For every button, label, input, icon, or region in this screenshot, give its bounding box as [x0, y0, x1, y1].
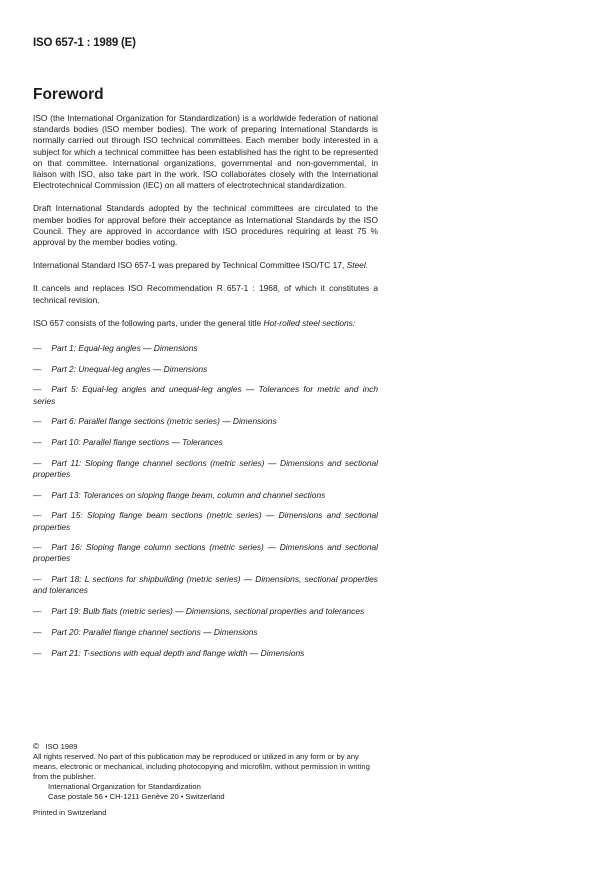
paragraph-cancels: It cancels and replaces ISO Recommendation R 657-1 : 1968, of which it constitutes a technical revision.: [33, 283, 378, 305]
bullet-separator: •: [180, 794, 184, 801]
list-item: [33, 542, 378, 564]
list-item: [33, 574, 378, 596]
part-title: Part 20: Parallel flange channel sections — Dimensions: [51, 626, 258, 637]
bullet-separator: •: [105, 794, 108, 801]
part-title: Part 6: Parallel flange sections (metric series) — Dimensions: [51, 416, 277, 427]
address-line-3: Switzerland: [185, 792, 225, 801]
part-title: Part 1: Equal-leg angles — Dimensions: [51, 343, 198, 354]
dash: —: [33, 574, 42, 585]
dash: —: [33, 606, 42, 617]
part-title: Part 19: Bulb flats (metric series) — Dimensions, sectional properties and tolerances: [51, 606, 365, 617]
list-item: [33, 648, 378, 659]
copyright-owner-year: ISO 1989: [45, 742, 78, 751]
dash: —: [33, 343, 42, 354]
publisher-address: [33, 792, 383, 803]
list-item: [33, 606, 378, 617]
committee-name: Steel.: [346, 260, 369, 271]
dash: —: [33, 647, 42, 658]
printed-in: Printed in Switzerland: [33, 808, 107, 817]
list-item: [33, 458, 378, 480]
list-item: [33, 490, 378, 501]
part-title: Part 13: Tolerances on sloping flange beam, column and channel sections: [51, 489, 326, 500]
part-title: Part 21: T-sections with equal depth and flange width — Dimensions: [51, 647, 305, 658]
part-title: Part 11: Sloping flange channel sections (metric series) — Dimensions and sectional properties: [33, 457, 378, 479]
part-title: Part 2: Unequal-leg angles — Dimensions: [51, 363, 208, 374]
dash: —: [33, 416, 42, 427]
page-title: Foreword: [33, 86, 104, 103]
part-title: Part 18: L sections for shipbuilding (metric series) — Dimensions, sectional properties and tolerances: [33, 574, 378, 596]
copyright-line: [33, 741, 383, 752]
copyright-block: [33, 741, 383, 818]
paragraph-prepared-by: [33, 260, 378, 271]
dash: —: [33, 489, 42, 500]
dash: —: [33, 384, 42, 395]
list-item: [33, 416, 378, 427]
dash: —: [33, 510, 42, 521]
document-header: ISO 657-1 : 1989 (E): [33, 37, 136, 49]
general-title: Hot-rolled steel sections:: [263, 317, 356, 328]
part-title: Part 10: Parallel flange sections — Tolerances: [51, 437, 223, 448]
part-title: Part 15: Sloping flange beam sections (metric series) — Dimensions and sectional properties: [33, 510, 378, 532]
copyright-symbol: ©: [33, 741, 40, 751]
list-item: [33, 384, 378, 406]
dash: —: [33, 626, 42, 637]
paragraph-iso-intro: ISO (the International Organization for Standardization) is a worldwide federation of national standards bodies (ISO member bodies). The work of preparing International Standards is normally carried out through ISO technical committees. Each member body interested in a subject for which a technical committee has been established has the right to be represented on that committee. International organizations, governmental and non-governmental, in liaison with ISO, also take part in the work. ISO collaborates closely with the International Electrotechnical Commission (IEC) on all matters of electrotechnical standardization.: [33, 113, 378, 191]
address-line-1: Case postale 56: [48, 792, 103, 801]
list-item: [33, 627, 378, 638]
dash: —: [33, 363, 42, 374]
list-item: [33, 364, 378, 375]
foreword-body: [33, 113, 378, 668]
address-line-2: CH-1211 Genève 20: [109, 792, 179, 801]
part-title: Part 16: Sloping flange column sections (metric series) — Dimensions and sectional properties: [33, 542, 378, 564]
prepared-by-text: International Standard ISO 657-1 was prepared by Technical Committee ISO/TC 17,: [33, 260, 345, 271]
parts-intro-text: ISO 657 consists of the following parts, under the general title: [33, 317, 262, 328]
dash: —: [33, 437, 42, 448]
dash: —: [33, 457, 42, 468]
rights-notice: All rights reserved. No part of this publication may be reproduced or utilized in any form or by any means, electronic or mechanical, including photocopying and microfilm, without permission in writing from the publisher.: [33, 752, 370, 781]
paragraph-parts-intro: [33, 318, 378, 329]
dash: —: [33, 542, 42, 553]
parts-list: [33, 343, 378, 659]
list-item: [33, 343, 378, 354]
list-item: [33, 437, 378, 448]
part-title: Part 5: Equal-leg angles and unequal-leg angles — Tolerances for metric and inch series: [33, 384, 378, 406]
paragraph-draft-standards: Draft International Standards adopted by the technical committees are circulated to the member bodies for approval before their acceptance as International Standards by the ISO Council. They are approved in accordance with ISO procedures requiring at least 75 % approval by the member bodies voting.: [33, 203, 378, 248]
list-item: [33, 510, 378, 532]
publisher-org: International Organization for Standardization: [48, 782, 201, 791]
